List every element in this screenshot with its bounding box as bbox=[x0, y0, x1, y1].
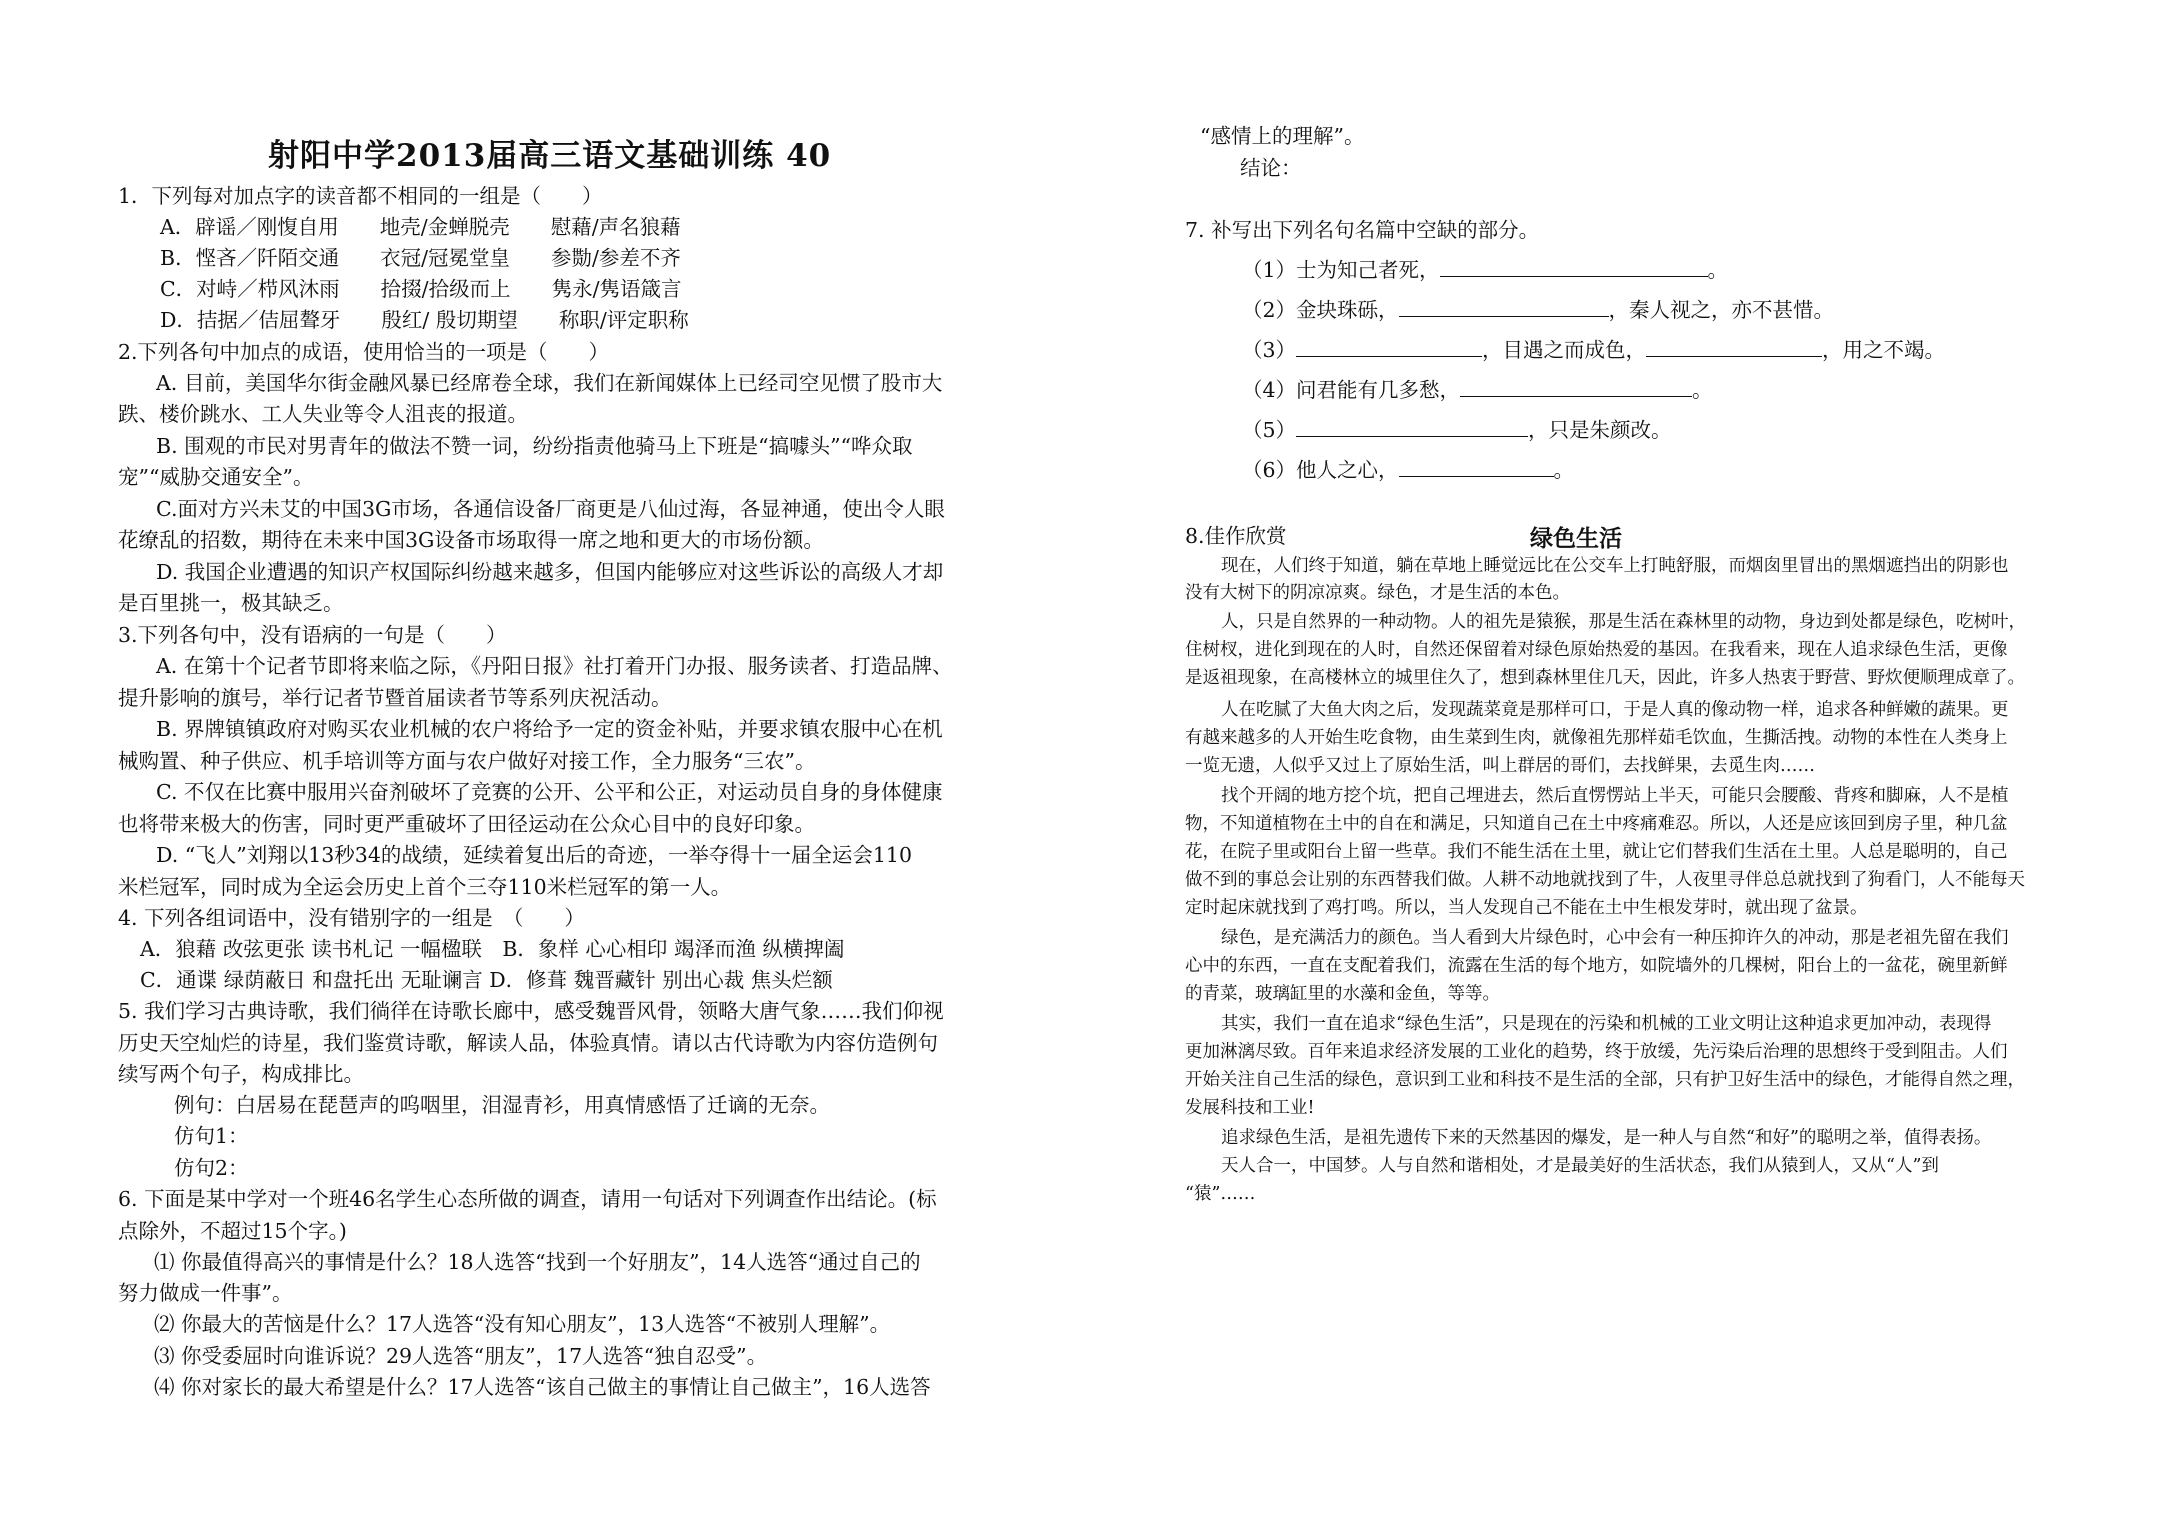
question-line: 械购置、种子供应、机手培训等方面与农户做好对接工作，全力服务“三农”。 bbox=[118, 749, 816, 773]
question-line: C.面对方兴未艾的中国3G市场，各通信设备厂商更是八仙过海，各显神通，使出令人眼 bbox=[156, 497, 945, 521]
q7-item: （4）问君能有几多愁， 。 bbox=[1242, 378, 1713, 402]
question-line: ⑵ 你最大的苦恼是什么？17人选答“没有知心朋友”，13人选答“不被别人理解”。 bbox=[154, 1312, 891, 1336]
answer-blank[interactable] bbox=[1646, 336, 1822, 357]
essay-line: 的青菜，玻璃缸里的水藻和金鱼，等等。 bbox=[1185, 984, 1500, 1004]
question-line: C．对峙／栉风沐雨 拾掇/拾级而上 隽永/隽语箴言 bbox=[160, 277, 682, 301]
question-line: C. 不仅在比赛中服用兴奋剂破坏了竞赛的公开、公平和公正，对运动员自身的身体健康 bbox=[156, 780, 943, 804]
q7-item: （5） ，只是朱颜改。 bbox=[1242, 418, 1672, 442]
question-line: 努力做成一件事”。 bbox=[118, 1281, 293, 1305]
question-line: 历史天空灿烂的诗星，我们鉴赏诗歌，解读人品，体验真情。请以古代诗歌为内容仿造例句 bbox=[118, 1031, 938, 1055]
question-line: 1．下列每对加点字的读音都不相同的一组是（ ） bbox=[118, 184, 603, 208]
question-line: B. 围观的市民对男青年的做法不赞一词，纷纷指责他骑马上下班是“搞噱头”“哗众取 bbox=[156, 434, 913, 458]
q7-item: （3） ，目遇之而成色， ，用之不竭。 bbox=[1242, 338, 1946, 362]
essay-line: 一览无遗，人似乎又过上了原始生活，叫上群居的哥们，去找鲜果，去觅生肉…… bbox=[1185, 756, 1815, 776]
essay-line: 天人合一，中国梦。人与自然和谐相处，才是最美好的生活状态，我们从猿到人，又从“人”到 bbox=[1221, 1156, 1939, 1176]
essay-line: 追求绿色生活，是祖先遗传下来的天然基因的爆发，是一种人与自然“和好”的聪明之举，值得表扬。 bbox=[1221, 1128, 1992, 1148]
question-line: 宠”“威胁交通安全”。 bbox=[118, 465, 314, 489]
question-line: A．狼藉 改弦更张 读书札记 一幅楹联 B．象样 心心相印 竭泽而渔 纵横捭阖 bbox=[140, 937, 845, 961]
answer-blank[interactable] bbox=[1460, 376, 1692, 397]
essay-line: 没有大树下的阴凉凉爽。绿色，才是生活的本色。 bbox=[1185, 583, 1570, 603]
question-line: 5. 我们学习古典诗歌，我们徜徉在诗歌长廊中，感受魏晋风骨，领略大唐气象……我们仰视 bbox=[118, 999, 944, 1023]
essay-line: 做不到的事总会让别的东西替我们做。人耕不动地就找到了牛，人夜里寻伴总总就找到了狗看门，人不能每天 bbox=[1185, 870, 2025, 890]
question-line: 是百里挑一，极其缺乏。 bbox=[118, 591, 344, 615]
essay-line: 定时起床就找到了鸡打鸣。所以，当人发现自己不能在土中生根发芽时，就出现了盆景。 bbox=[1185, 898, 1868, 918]
answer-blank[interactable] bbox=[1399, 296, 1609, 317]
page-title: 射阳中学2013届高三语文基础训练 40 bbox=[268, 138, 832, 174]
essay-line: 开始关注自己生活的绿色，意识到工业和科技不是生活的全部，只有护卫好生活中的绿色，才能得自然之理， bbox=[1185, 1070, 2025, 1090]
essay-line: 其实，我们一直在追求“绿色生活”，只是现在的污染和机械的工业文明让这种追求更加冲动，表现得 bbox=[1221, 1014, 1992, 1034]
essay-line: 花，在院子里或阳台上留一些草。我们不能生活在土里，就让它们替我们生活在土里。人总是聪明的，自己 bbox=[1185, 842, 2008, 862]
essay-title: 绿色生活 bbox=[1530, 525, 1622, 552]
question-line: 提升影响的旗号，举行记者节暨首届读者节等系列庆祝活动。 bbox=[118, 686, 672, 710]
essay-line: 心中的东西，一直在支配着我们，流露在生活的每个地方，如院墙外的几棵树，阳台上的一盆花，碗里新鲜 bbox=[1185, 956, 2008, 976]
question-line: C．通谍 绿荫蔽日 和盘托出 无耻谰言 D．修葺 魏晋藏针 别出心裁 焦头烂额 bbox=[140, 968, 833, 992]
essay-line: 更加淋漓尽致。百年来追求经济发展的工业化的趋势，终于放缓，先污染后治理的思想终于受到阻击。人们 bbox=[1185, 1042, 2008, 1062]
q7-item: （1）士为知己者死， 。 bbox=[1242, 258, 1729, 282]
question-line: 跌、楼价跳水、工人失业等令人沮丧的报道。 bbox=[118, 402, 528, 426]
q7-item: （6）他人之心， 。 bbox=[1242, 458, 1575, 482]
question-line: 6. 下面是某中学对一个班46名学生心态所做的调查，请用一句话对下列调查作出结论。(标 bbox=[118, 1187, 937, 1211]
question-line: 也将带来极大的伤害，同时更严重破坏了田径运动在公众心目中的良好印象。 bbox=[118, 812, 815, 836]
essay-line: “猿”…… bbox=[1185, 1184, 1256, 1204]
answer-blank[interactable] bbox=[1296, 416, 1528, 437]
question-line: D．拮据／佶屈聱牙 殷红/ 殷切期望 称职/评定职称 bbox=[160, 308, 689, 332]
essay-line: 发展科技和工业! bbox=[1185, 1098, 1315, 1118]
q7-header: 7. 补写出下列名句名篇中空缺的部分。 bbox=[1185, 218, 1540, 242]
essay-line: 现在，人们终于知道，躺在草地上睡觉远比在公交车上打盹舒服，而烟囱里冒出的黑烟遮挡出的阴影也 bbox=[1221, 556, 2009, 576]
question-line: 点除外，不超过15个字。) bbox=[118, 1219, 347, 1243]
question-line: 仿句2： bbox=[174, 1156, 249, 1180]
question-line: B. 界牌镇镇政府对购买农业机械的农户将给予一定的资金补贴，并要求镇农服中心在机 bbox=[156, 717, 943, 741]
q7-item: （2）金块珠砾， ，秦人视之，亦不甚惜。 bbox=[1242, 298, 1835, 322]
essay-line: 有越来越多的人开始生吃食物，由生菜到生肉，就像祖先那样茹毛饮血，生撕活拽。动物的本性在人类身上 bbox=[1185, 728, 2008, 748]
question-line: A. 在第十个记者节即将来临之际，《丹阳日报》社打着开门办报、服务读者、打造品牌、 bbox=[156, 654, 953, 678]
essay-line: 绿色，是充满活力的颜色。当人看到大片绿色时，心中会有一种压抑许久的冲动，那是老祖先留在我们 bbox=[1221, 928, 2009, 948]
essay-line: 住树杈，进化到现在的人时，自然还保留着对绿色原始热爱的基因。在我看来，现在人追求绿色生活，更像 bbox=[1185, 640, 2008, 660]
essay-line: 是返祖现象，在高楼林立的城里住久了，想到森林里住几天，因此，许多人热衷于野营、野炊便顺理成章了。 bbox=[1185, 668, 2025, 688]
question-line: 4. 下列各组词语中，没有错别字的一组是 （ ） bbox=[118, 906, 585, 930]
question-line: 2.下列各句中加点的成语，使用恰当的一项是（ ） bbox=[118, 340, 610, 364]
answer-blank[interactable] bbox=[1399, 456, 1554, 477]
question-line: B．悭吝／阡陌交通 衣冠/冠冕堂皇 参勚/参差不齐 bbox=[160, 246, 681, 270]
question-line: A. 目前，美国华尔街金融风暴已经席卷全球，我们在新闻媒体上已经司空见惯了股市大 bbox=[156, 371, 943, 395]
answer-blank[interactable] bbox=[1440, 256, 1708, 277]
question-line: ⑶ 你受委屈时向谁诉说？29人选答“朋友”，17人选答“独自忍受”。 bbox=[154, 1344, 768, 1368]
question-line: 仿句1： bbox=[174, 1124, 249, 1148]
question-line: 例句：白居易在琵琶声的呜咽里，泪湿青衫，用真情感悟了迁谪的无奈。 bbox=[174, 1093, 830, 1117]
question-line: 花缭乱的招数，期待在未来中国3G设备市场取得一席之地和更大的市场份额。 bbox=[118, 528, 824, 552]
question-line: 3.下列各句中，没有语病的一句是（ ） bbox=[118, 623, 507, 647]
essay-line: 找个开阔的地方挖个坑，把自己埋进去，然后直愣愣站上半天，可能只会腰酸、背疼和脚麻，人不是植 bbox=[1221, 786, 2009, 806]
question-line: A．辟谣／刚愎自用 地壳/金蝉脱壳 慰藉/声名狼藉 bbox=[160, 215, 681, 239]
essay-line: 人在吃腻了大鱼大肉之后，发现蔬菜竟是那样可口，于是人真的像动物一样，追求各种鲜嫩的蔬果。更 bbox=[1221, 700, 2009, 720]
q8-label: 8.佳作欣赏 bbox=[1185, 524, 1287, 548]
answer-blank[interactable] bbox=[1296, 336, 1482, 357]
conclusion-label: 结论： bbox=[1240, 156, 1302, 180]
essay-line: 人，只是自然界的一种动物。人的祖先是猿猴，那是生活在森林里的动物，身边到处都是绿色，吃树叶， bbox=[1221, 612, 2026, 632]
question-line: 续写两个句子，构成排比。 bbox=[118, 1062, 364, 1086]
continuation-line: “感情上的理解”。 bbox=[1200, 124, 1365, 148]
essay-line: 物，不知道植物在土中的自在和满足，只知道自己在土中疼痛难忍。所以，人还是应该回到房子里，种几盆 bbox=[1185, 814, 2008, 834]
question-line: D. 我国企业遭遇的知识产权国际纠纷越来越多，但国内能够应对这些诉讼的高级人才却 bbox=[156, 560, 944, 584]
question-line: ⑷ 你对家长的最大希望是什么？17人选答“该自己做主的事情让自己做主”，16人选答 bbox=[154, 1375, 931, 1399]
question-line: ⑴ 你最值得高兴的事情是什么？18人选答“找到一个好朋友”，14人选答“通过自己的 bbox=[154, 1250, 921, 1274]
question-line: D. “飞人”刘翔以13秒34的战绩，延续着复出后的奇迹，一举夺得十一届全运会110 bbox=[156, 843, 912, 867]
question-line: 米栏冠军，同时成为全运会历史上首个三夺110米栏冠军的第一人。 bbox=[118, 875, 732, 899]
